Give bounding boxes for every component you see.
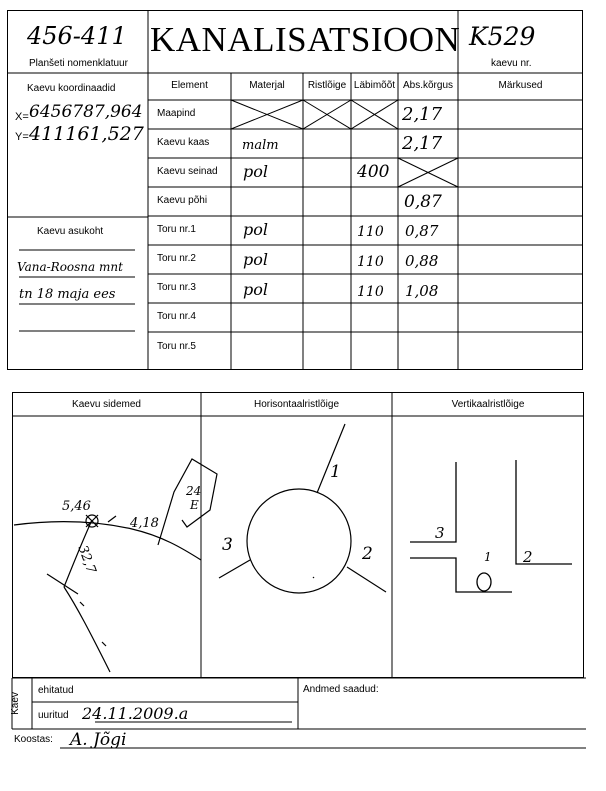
location-line1: Vana-Roosna mnt (17, 260, 123, 274)
column-header-remarks: Märkused (498, 80, 543, 91)
row-element: Kaevu põhi (157, 195, 208, 206)
compiled-by: A. Jõgi (70, 730, 127, 750)
column-header-diameter: Läbimõõt (353, 80, 396, 91)
building-label-letter: E (190, 498, 199, 512)
vertical-section-title: Vertikaalristlõige (451, 399, 525, 410)
connections-title: Kaevu sidemed (72, 399, 141, 410)
column-header-elevation: Abs.kõrgus (402, 80, 454, 91)
row-material: pol (243, 280, 268, 299)
footer (0, 676, 606, 756)
row-elevation: 0,87 (405, 222, 439, 240)
row-element: Toru nr.4 (157, 311, 196, 322)
row-material: pol (243, 250, 268, 269)
y-coordinate-value: 411161,527 (29, 123, 144, 145)
row-material: malm (242, 138, 279, 153)
well-number-value: K529 (469, 22, 536, 51)
row-elevation: 1,08 (405, 282, 439, 300)
row-elevation: 0,88 (405, 252, 439, 270)
sketch-panel (12, 392, 584, 678)
row-element: Maapind (157, 108, 196, 119)
row-material: pol (243, 220, 268, 239)
row-diameter: 110 (357, 224, 384, 240)
row-element: Toru nr.2 (157, 253, 196, 264)
horizontal-section-title: Horisontaalristlõige (253, 399, 340, 410)
building-label-number: 24 (186, 484, 202, 498)
horizontal-pipe-2-label: 2 (362, 544, 373, 564)
column-header-material: Materjal (249, 80, 285, 91)
horizontal-pipe-1-label: 1 (330, 462, 341, 482)
connection-distance-2: 4,18 (130, 516, 159, 531)
vertical-pipe-3-label: 3 (435, 524, 445, 542)
connection-distance-3: 32,7 (74, 543, 99, 576)
horizontal-section-sketch (219, 424, 386, 593)
page-title: KANALISATSIOON (150, 20, 461, 59)
nomenclature-label: Planšeti nomenklatuur (29, 58, 128, 69)
y-coordinate-prefix: Y= (15, 131, 29, 143)
x-coordinate-value: 6456787,964 (29, 102, 143, 122)
row-elevation: 2,17 (402, 104, 443, 125)
footer-side-label: Kaev (9, 692, 21, 715)
column-header-cross-section: Ristlõige (307, 80, 347, 91)
location-label: Kaevu asukoht (37, 226, 104, 237)
surveyed-date: 24.11.2009.a (82, 704, 189, 723)
row-diameter: 110 (357, 284, 384, 300)
row-elevation: 2,17 (402, 133, 443, 154)
sketch-panel-lines (12, 392, 584, 678)
row-element: Kaevu kaas (157, 137, 210, 148)
location-line2: tn 18 maja ees (19, 287, 116, 302)
built-label: ehitatud (38, 685, 74, 696)
nomenclature-value: 456-411 (27, 22, 127, 50)
horizontal-pipe-3-label: 3 (222, 535, 233, 555)
row-element: Toru nr.5 (157, 341, 196, 352)
well-number-label: kaevu nr. (491, 58, 532, 69)
column-header-element: Element (171, 80, 208, 91)
row-diameter: 110 (357, 254, 384, 270)
top-form (7, 10, 583, 370)
connection-distance-1: 5,46 (62, 499, 91, 514)
x-coordinate-prefix: X= (15, 111, 29, 123)
vertical-pipe-1-label: 1 (484, 550, 492, 564)
row-element: Kaevu seinad (157, 166, 218, 177)
row-material: pol (243, 162, 268, 181)
row-element: Toru nr.1 (157, 224, 196, 235)
data-source-label: Andmed saadud: (303, 684, 379, 695)
compiled-label: Koostas: (14, 734, 53, 745)
coordinates-label: Kaevu koordinaadid (27, 83, 116, 94)
vertical-pipe-2-label: 2 (523, 548, 533, 566)
surveyed-label: uuritud (38, 710, 69, 721)
row-elevation: 0,87 (404, 192, 442, 212)
row-diameter: 400 (357, 162, 390, 182)
row-element: Toru nr.3 (157, 282, 196, 293)
